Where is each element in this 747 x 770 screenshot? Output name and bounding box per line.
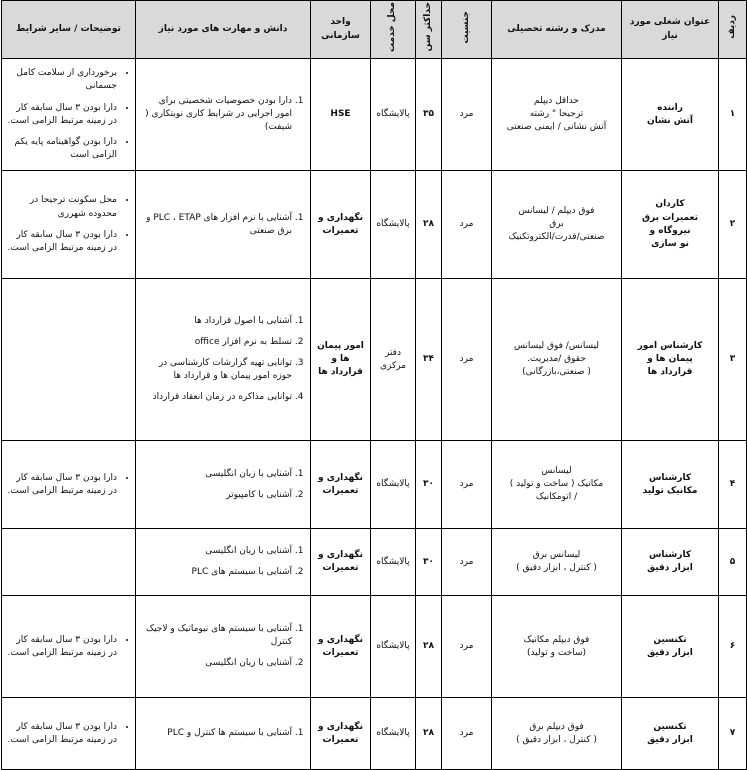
degree-line: / اتومکانیک — [535, 492, 578, 503]
notes-list — [6, 67, 131, 161]
degree-line: ( صنعتی،بازرگانی) — [522, 367, 591, 378]
note-item: • برخورداری از سلامت کامل جسمانی — [6, 67, 117, 93]
table-row — [2, 441, 747, 529]
degree — [492, 441, 622, 529]
job-title-line: ابزار دقیق — [647, 563, 693, 574]
max-age: ۳۰ — [416, 529, 442, 596]
header-skills: دانش و مهارت های مورد نیاز — [136, 1, 311, 59]
skills — [136, 279, 311, 441]
row-number: ۶ — [719, 596, 747, 698]
notes-list — [6, 194, 131, 254]
degree-line: فوق دیپلم مکانیک — [523, 634, 590, 645]
max-age: ۲۸ — [416, 596, 442, 698]
header-row-number: ردیف — [719, 1, 747, 59]
note-item: • دارا بودن ۳ سال سابقه کار در زمینه مرتبط الزامی است. — [6, 102, 117, 128]
skills — [136, 529, 311, 596]
header-job-title: عنوان شغلی مورد نیاز — [622, 1, 719, 59]
degree-line: ( کنترل ، ابزار دقیق ) — [516, 734, 597, 745]
header-unit: واحد سازمانی — [311, 1, 371, 59]
job-title-line: راننده — [657, 102, 683, 113]
max-age: ۲۸ — [416, 698, 442, 770]
row-number: ۲ — [719, 171, 747, 279]
degree-line: ترجیحا " رشته — [529, 109, 584, 120]
header-degree: مدرک و رشته تحصیلی — [492, 1, 622, 59]
header-notes: توضیحات / سایر شرایط — [2, 1, 136, 59]
degree-line: برق — [549, 219, 564, 230]
job-title-line: کارشناس — [648, 472, 692, 483]
row-number: ۱ — [719, 59, 747, 171]
job-title-line: تکنسین — [653, 721, 687, 732]
skill-item: 1. آشنایی با زبان انگلیسی — [140, 545, 292, 558]
skill-item: 4. توانایی مذاکره در زمان انعقاد قرارداد — [140, 391, 292, 404]
skill-item: 2. تسلط به نرم افزار office — [140, 336, 292, 349]
job-title — [622, 171, 719, 279]
job-title-line: ابزار دقیق — [647, 647, 693, 658]
gender: مرد — [442, 596, 492, 698]
notes — [2, 596, 136, 698]
notes — [2, 279, 136, 441]
row-number: ۷ — [719, 698, 747, 770]
degree — [492, 529, 622, 596]
note-item: • دارا بودن ۳ سال سابقه کار در زمینه مرتبط الزامی است. — [6, 229, 117, 255]
degree-line: لیسانس برق — [532, 550, 581, 561]
skills-list — [140, 95, 306, 134]
degree — [492, 279, 622, 441]
skills-list — [140, 315, 306, 404]
notes-list — [6, 472, 131, 498]
skill-item: 1. آشنایی با نرم افزار های PLC ، ETAP و برق صنعتی — [140, 212, 292, 238]
job-title-line: ابزار دقیق — [647, 734, 693, 745]
degree — [492, 59, 622, 171]
location: پالایشگاه — [371, 596, 416, 698]
header-gender: جنسیت — [442, 1, 492, 59]
max-age: ۳۵ — [416, 59, 442, 171]
skills — [136, 59, 311, 171]
skills — [136, 171, 311, 279]
location: پالایشگاه — [371, 441, 416, 529]
header-row — [2, 1, 747, 59]
table-row — [2, 698, 747, 770]
notes — [2, 171, 136, 279]
header-location: محل خدمت — [371, 1, 416, 59]
job-title — [622, 279, 719, 441]
skills — [136, 441, 311, 529]
job-title-line: آتش نشان — [647, 115, 693, 126]
job-title — [622, 59, 719, 171]
note-item: • محل سکونت ترجیحا در محدوده شهرری — [6, 194, 117, 220]
location: پالایشگاه — [371, 59, 416, 171]
location: پالایشگاه — [371, 529, 416, 596]
row-number: ۴ — [719, 441, 747, 529]
row-number: ۵ — [719, 529, 747, 596]
skills — [136, 596, 311, 698]
table-row — [2, 59, 747, 171]
max-age: ۳۴ — [416, 279, 442, 441]
unit: نگهداری و تعمیرات — [311, 596, 371, 698]
job-title-line: کارشناس — [648, 550, 692, 561]
max-age: ۳۰ — [416, 441, 442, 529]
gender: مرد — [442, 171, 492, 279]
note-item: • دارا بودن ۳ سال سابقه کار در زمینه مرتبط الزامی است. — [6, 634, 117, 660]
unit: نگهداری و تعمیرات — [311, 529, 371, 596]
degree-line: لیسانس — [541, 465, 572, 476]
unit: HSE — [311, 59, 371, 171]
unit: نگهداری و تعمیرات — [311, 171, 371, 279]
job-title-line: مکانیک تولید — [642, 485, 698, 496]
location: پالایشگاه — [371, 171, 416, 279]
skill-item: 2. آشنایی با کامپیوتر — [140, 489, 292, 502]
degree-line: فوق دیپلم / لیسانس — [518, 205, 595, 216]
skills — [136, 698, 311, 770]
degree-line: فوق دیپلم برق — [529, 721, 584, 732]
degree-line: مکانیک ( ساخت و تولید ) — [509, 479, 604, 490]
table-row — [2, 596, 747, 698]
notes-list — [6, 721, 131, 747]
notes-list — [6, 634, 131, 660]
skill-item: 2. آشنایی با زبان انگلیسی — [140, 657, 292, 670]
degree-line: ( کنترل ، ابزار دقیق ) — [516, 563, 597, 574]
unit: نگهداری و تعمیرات — [311, 441, 371, 529]
unit: نگهداری و تعمیرات — [311, 698, 371, 770]
notes — [2, 698, 136, 770]
job-title-line: کاردان — [655, 199, 685, 210]
gender: مرد — [442, 698, 492, 770]
unit: امور پیمان ها و قرارداد ها — [311, 279, 371, 441]
row-number: ۳ — [719, 279, 747, 441]
degree-line: لیسانس/ فوق لیسانس — [513, 340, 600, 351]
job-title — [622, 698, 719, 770]
skill-item: 1. آشنایی با سیستم های نیوماتیک و لاجیک کنترل — [140, 623, 292, 649]
gender: مرد — [442, 529, 492, 596]
table-row — [2, 529, 747, 596]
notes — [2, 59, 136, 171]
notes — [2, 529, 136, 596]
header-max-age: حداکثر سن — [416, 1, 442, 59]
job-title-line: کارشناس امور — [637, 340, 703, 351]
skills-list — [140, 727, 306, 740]
job-title-line: قرارداد ها — [647, 367, 693, 378]
degree-line: حقوق /مدیریت. — [527, 354, 586, 365]
job-title — [622, 441, 719, 529]
skill-item: 2. آشنایی با سیستم های PLC — [140, 566, 292, 579]
job-title-line: تکنسین — [653, 634, 687, 645]
skills-list — [140, 212, 306, 238]
gender: مرد — [442, 59, 492, 171]
degree — [492, 171, 622, 279]
job-title — [622, 596, 719, 698]
job-requirements-table — [1, 0, 747, 770]
location: پالایشگاه — [371, 698, 416, 770]
degree — [492, 596, 622, 698]
skill-item: 1. آشنایی با زبان انگلیسی — [140, 468, 292, 481]
degree-line: صنعتی/قدرت/الکتروتکنیک — [508, 232, 605, 243]
degree-line: آتش نشانی / ایمنی صنعتی — [506, 122, 607, 133]
skill-item: 1. آشنایی با اصول قرارداد ها — [140, 315, 292, 328]
table-body — [2, 59, 747, 770]
skills-list — [140, 623, 306, 670]
table-row — [2, 171, 747, 279]
skills-list — [140, 545, 306, 579]
job-title-line: تعمیرات برق — [641, 212, 699, 223]
skill-item: 1. آشنایی با سیستم ها کنترل و PLC — [140, 727, 292, 740]
job-title-line: نو سازی — [651, 238, 689, 249]
skills-list — [140, 468, 306, 502]
note-item: • دارا بودن ۳ سال سابقه کار در زمینه مرتبط الزامی است. — [6, 472, 117, 498]
gender: مرد — [442, 279, 492, 441]
skill-item: 1. دارا بودن خصوصیات شخصیتی برای امور اجرایی در شرایط کاری نوبتکاری ( شیفت) — [140, 95, 292, 134]
gender: مرد — [442, 441, 492, 529]
notes — [2, 441, 136, 529]
note-item: • دارا بودن گواهینامه پایه یکم الزامی است — [6, 136, 117, 162]
degree-line: (ساخت و تولید) — [526, 647, 587, 658]
job-title-line: نیروگاه و — [649, 225, 691, 236]
skill-item: 3. توانایی تهیه گزارشات کارشناسی در حوزه امور پیمان ها و قرارداد ها — [140, 357, 292, 383]
table-row — [2, 279, 747, 441]
location: دفتر مرکزی — [371, 279, 416, 441]
degree-line: حداقل دیپلم — [534, 95, 579, 106]
job-title — [622, 529, 719, 596]
degree — [492, 698, 622, 770]
job-title-line: پیمان ها و — [647, 354, 693, 365]
max-age: ۲۸ — [416, 171, 442, 279]
note-item: • دارا بودن ۳ سال سابقه کار در زمینه مرتبط الزامی است. — [6, 721, 117, 747]
